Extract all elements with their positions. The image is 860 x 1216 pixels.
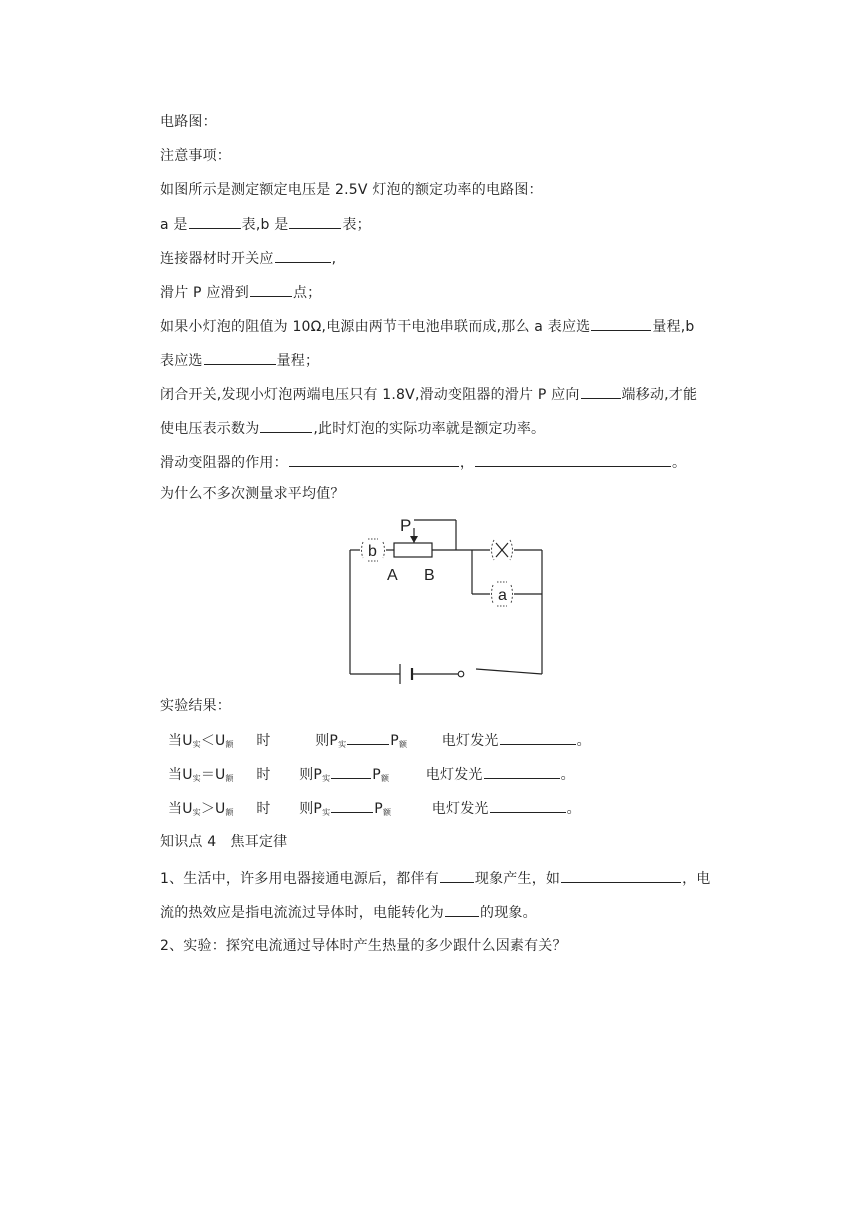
meter-b-label: b — [368, 543, 377, 560]
rheostat-end-b: B — [424, 567, 435, 584]
adjust-question-line2: 使电压表示数为 ,此时灯泡的实际功率就是额定功率。 — [160, 418, 545, 439]
answer-blank[interactable] — [347, 730, 389, 745]
answer-blank[interactable] — [581, 384, 621, 399]
meter-a-label: a — [498, 587, 507, 604]
rheostat-end-a: A — [387, 567, 398, 584]
slider-label-p: P — [400, 516, 412, 535]
answer-blank[interactable] — [250, 282, 292, 297]
answer-blank[interactable] — [260, 418, 312, 433]
result-row-less: 当$U_实<U_额$ 时 则$P_实$ $P_额$ 电灯发光 。 — [168, 730, 591, 755]
rheostat-function-question: 滑动变阻器的作用： ， 。 — [160, 452, 686, 473]
result-row-greater: 当$U_实>U_额$ 时 则$P_实$ $P_额$ 电灯发光 。 — [168, 798, 581, 823]
average-question: 为什么不多次测量求平均值？ — [160, 486, 345, 502]
answer-blank[interactable] — [331, 798, 373, 813]
adjust-question-line1: 闭合开关,发现小灯泡两端电压只有 1.8V,滑动变阻器的滑片 P 应向 端移动,才能 — [160, 384, 697, 405]
answer-blank[interactable] — [440, 868, 474, 883]
meter-b — [362, 539, 385, 561]
answer-blank[interactable] — [591, 316, 651, 331]
answer-blank[interactable] — [475, 452, 671, 467]
switch-state-question: 连接器材时开关应 , — [160, 248, 336, 269]
knowledge-point-heading: 知识点 4 焦耳定律 — [160, 834, 288, 850]
question-2: 2、实验：探究电流通过导体时产生热量的多少跟什么因素有关？ — [160, 938, 567, 954]
answer-blank[interactable] — [289, 452, 459, 467]
slider-arrow — [410, 536, 418, 543]
answer-blank[interactable] — [490, 798, 566, 813]
lamp-icon — [492, 540, 513, 560]
result-row-equal: 当$U_实=U_额$ 时 则$P_实$ $P_额$ 电灯发光 。 — [168, 764, 575, 789]
range-question-line1: 如果小灯泡的阻值为 10Ω,电源由两节干电池串联而成,那么 a 表应选 量程,b — [160, 316, 694, 337]
question-1-line1: 1、生活中，许多用电器接通电源后，都伴有 现象产生，如 ，电 — [160, 868, 711, 889]
results-heading: 实验结果： — [160, 698, 231, 714]
notes-heading: 注意事项： — [160, 148, 231, 164]
answer-blank[interactable] — [275, 248, 331, 263]
switch-icon — [458, 671, 464, 677]
answer-blank[interactable] — [484, 764, 560, 779]
answer-blank[interactable] — [189, 214, 241, 229]
wire — [476, 669, 542, 674]
meter-type-question: a 是 表,b 是 表； — [160, 214, 371, 235]
circuit-diagram-heading: 电路图： — [160, 114, 217, 130]
answer-blank[interactable] — [331, 764, 371, 779]
circuit-diagram — [330, 508, 560, 690]
battery-icon — [400, 664, 412, 684]
answer-blank[interactable] — [204, 350, 276, 365]
slider-position-question: 滑片 P 应滑到 点； — [160, 282, 321, 303]
meter-a — [492, 582, 513, 606]
answer-blank[interactable] — [561, 868, 681, 883]
answer-blank[interactable] — [289, 214, 341, 229]
question-1-line2: 流的热效应是指电流流过导体时，电能转化为 的现象。 — [160, 902, 537, 923]
rheostat — [394, 543, 432, 557]
answer-blank[interactable] — [500, 730, 576, 745]
answer-blank[interactable] — [445, 902, 479, 917]
intro-text: 如图所示是测定额定电压是 2.5V 灯泡的额定功率的电路图： — [160, 182, 543, 198]
range-question-line2: 表应选 量程； — [160, 350, 319, 371]
